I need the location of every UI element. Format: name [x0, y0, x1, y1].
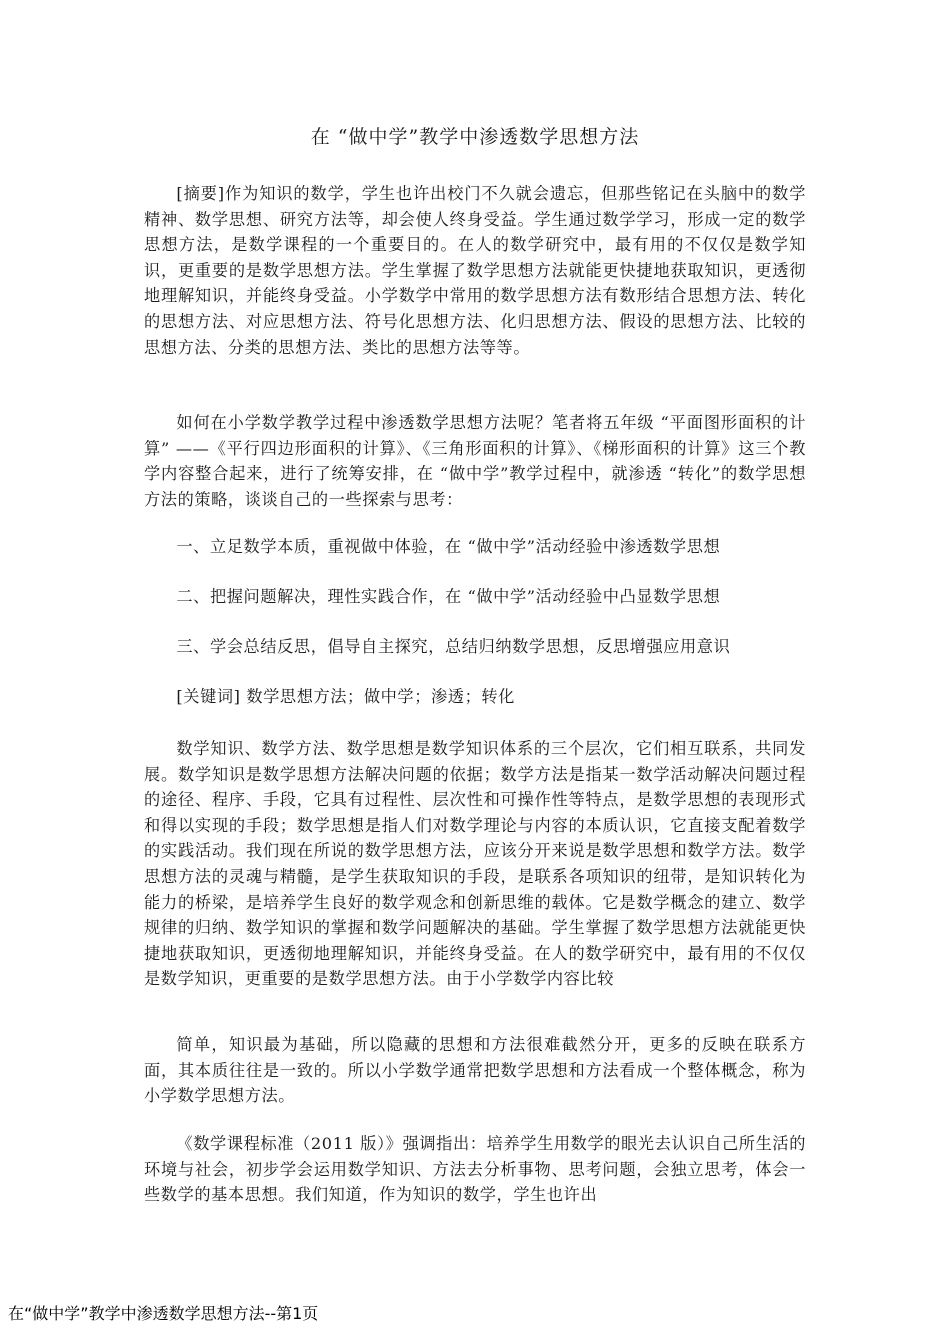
- abstract-paragraph: [摘要]作为知识的数学，学生也许出校门不久就会遗忘，但那些铭记在头脑中的数学精神、数学思想、研究方法等，却会使人终身受益。学生通过数学学习，形成一定的数学思想方法，是数学课程的一个重要目的。在人的数学研究中，最有用的不仅仅是数学知识，更重要的是数学思想方法。学生掌握了数学思想方法就能更快捷地获取知识，更透彻地理解知识，并能终身受益。小学数学中常用的数学思想方法有数形结合思想方法、转化的思想方法、对应思想方法、符号化思想方法、化归思想方法、假设的思想方法、比较的思想方法、分类的思想方法、类比的思想方法等等。: [144, 184, 806, 357]
- keywords-line: [关键词] 数学思想方法；做中学；渗透；转化: [176, 687, 515, 706]
- intro-paragraph: 如何在小学数学教学过程中渗透数学思想方法呢？笔者将五年级 “平面图形面积的计算” ——《平行四边形面积的计算》、《三角形面积的计算》、《梯形面积的计算》这三个教学内容整合起来，进行了统筹安排，在 “做中学”教学过程中，就渗透 “转化”的数学思想方法的策略，谈谈自己的一些探索与思考：: [144, 413, 806, 509]
- page-footer: 在“做中学”教学中渗透数学思想方法--第1页: [8, 1304, 319, 1323]
- body-paragraph-2: 简单，知识最为基础，所以隐藏的思想和方法很难截然分开，更多的反映在联系方面，其本质往往是一致的。所以小学数学通常把数学思想和方法看成一个整体概念，称为小学数学思想方法。: [144, 1035, 806, 1106]
- section-heading-two: 二、把握问题解决，理性实践合作，在 “做中学”活动经验中凸显数学思想: [176, 587, 721, 606]
- document-title: 在 “做中学”教学中渗透数学思想方法: [310, 126, 640, 148]
- body-paragraph-1: 数学知识、数学方法、数学思想是数学知识体系的三个层次，它们相互联系，共同发展。数学知识是数学思想方法解决问题的依据；数学方法是指某一数学活动解决问题过程的途径、程序、手段，它具有过程性、层次性和可操作性等特点，是数学思想的表现形式和得以实现的手段；数学思想是指人们对数学理论与内容的本质认识，它直接支配着数学的实践活动。我们现在所说的数学思想方法，应该分开来说是数学思想和数学方法。数学思想方法的灵魂与精髓，是学生获取知识的手段，是联系各项知识的纽带，是知识转化为能力的桥梁，是培养学生良好的数学观念和创新思维的载体。它是数学概念的建立、数学规律的归纳、数学知识的掌握和数学问题解决的基础。学生掌握了数学思想方法就能更快捷地获取知识，更透彻地理解知识，并能终身受益。在人的数学研究中，最有用的不仅仅是数学知识，更重要的是数学思想方法。由于小学数学内容比较: [144, 739, 806, 989]
- body-paragraph-3: 《数学课程标准（2011 版）》强调指出：培养学生用数学的眼光去认识自己所生活的环境与社会，初步学会运用数学知识、方法去分析事物、思考问题，会独立思考，体会一些数学的基本思想。我们知道，作为知识的数学，学生也许出: [144, 1134, 806, 1205]
- section-heading-three: 三、学会总结反思，倡导自主探究，总结归纳数学思想，反思增强应用意识: [176, 637, 731, 656]
- section-heading-one: 一、立足数学本质，重视做中体验，在 “做中学”活动经验中渗透数学思想: [176, 537, 721, 556]
